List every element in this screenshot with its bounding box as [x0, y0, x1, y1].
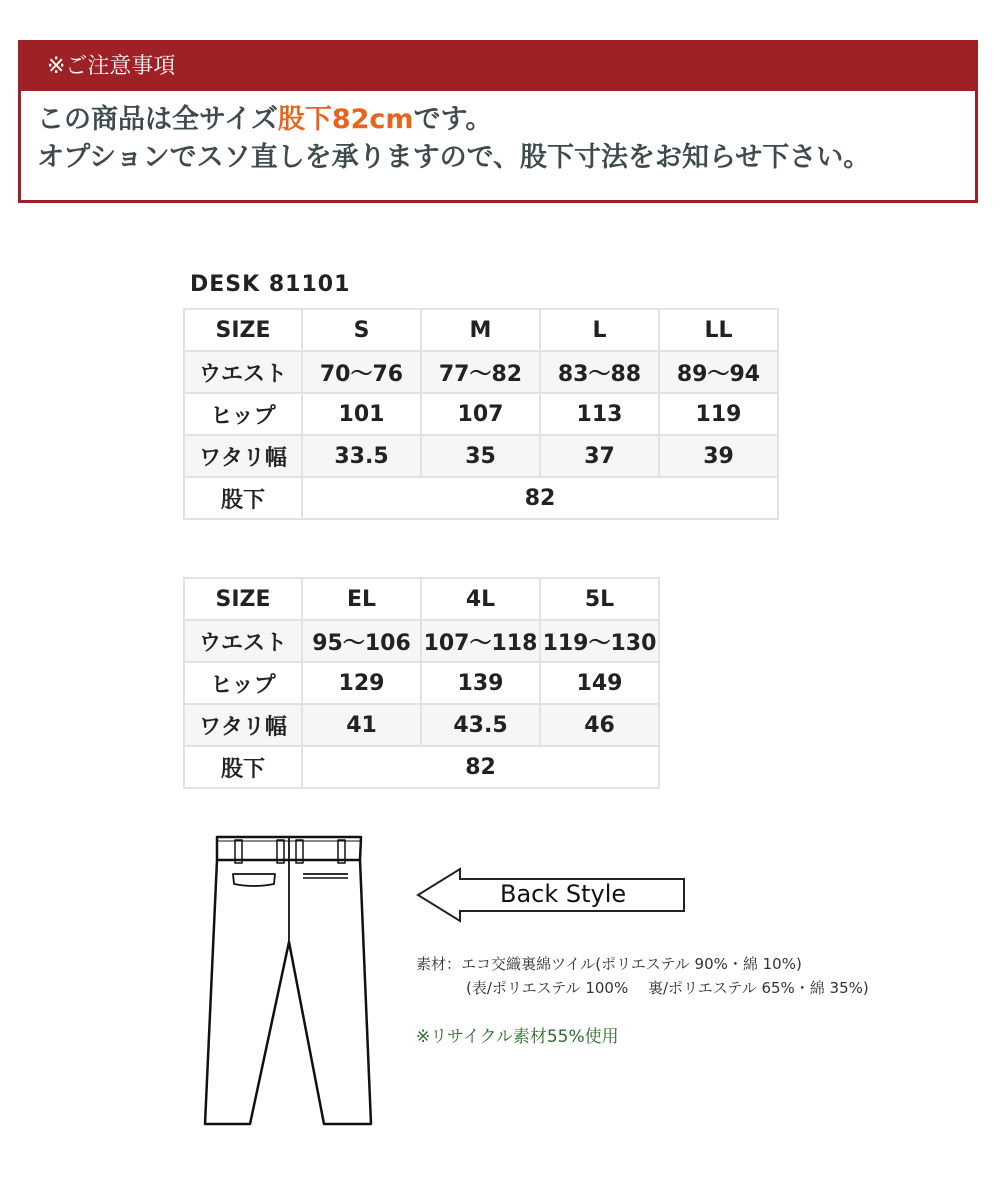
- row-label: ワタリ幅: [184, 435, 302, 477]
- notice-body: [21, 91, 975, 177]
- table-cell: 113: [540, 393, 659, 435]
- inseam-cell: 82: [302, 746, 659, 788]
- table-cell: 39: [659, 435, 778, 477]
- table-cell: 119: [659, 393, 778, 435]
- table-cell: 139: [421, 662, 540, 704]
- header-cell: SIZE: [184, 309, 302, 351]
- notice-line-1-text: この商品は全サイズ: [37, 104, 278, 135]
- row-label: ワタリ幅: [184, 704, 302, 746]
- row-label: ヒップ: [184, 662, 302, 704]
- back-style-label: Back Style: [500, 880, 627, 908]
- notice-line-1-end: です。: [413, 104, 493, 135]
- table-cell: 33.5: [302, 435, 421, 477]
- header-cell: L: [540, 309, 659, 351]
- material-line-1: 素材：エコ交織裏綿ツイル(ポリエステル 90%・綿 10%): [416, 955, 802, 973]
- table-cell: 37: [540, 435, 659, 477]
- header-cell: LL: [659, 309, 778, 351]
- header-cell: 4L: [421, 578, 540, 620]
- row-label: ウエスト: [184, 620, 302, 662]
- table-cell: 119～130: [540, 620, 659, 662]
- table-row: [184, 620, 659, 662]
- recycle-note: ※リサイクル素材55%使用: [416, 1027, 619, 1047]
- row-label: 股下: [184, 477, 302, 519]
- table-cell: 89～94: [659, 351, 778, 393]
- notice-line-1: [37, 101, 975, 139]
- table-cell: 83～88: [540, 351, 659, 393]
- table-cell: 129: [302, 662, 421, 704]
- inseam-cell: 82: [302, 477, 778, 519]
- notice-line-2: オプションでスソ直しを承りますので、股下寸法をお知らせ下さい。: [37, 142, 871, 173]
- row-label: ヒップ: [184, 393, 302, 435]
- table-header-row: [184, 309, 778, 351]
- header-cell: M: [421, 309, 540, 351]
- material-line-2: (表/ポリエステル 100% 裏/ポリエステル 65%・綿 35%): [466, 979, 869, 997]
- table-cell: 107: [421, 393, 540, 435]
- header-cell: EL: [302, 578, 421, 620]
- table-row: [184, 435, 778, 477]
- table-row: [184, 662, 659, 704]
- table-row: [184, 704, 659, 746]
- table-header-row: [184, 578, 659, 620]
- table-row: [184, 351, 778, 393]
- table-cell: 70～76: [302, 351, 421, 393]
- table-row: [184, 477, 778, 519]
- table-row: [184, 393, 778, 435]
- size-table-2: [183, 577, 660, 789]
- table-cell: 95～106: [302, 620, 421, 662]
- material-description: [416, 952, 869, 1000]
- model-number: DESK 81101: [190, 272, 351, 297]
- table-cell: 35: [421, 435, 540, 477]
- table-cell: 77～82: [421, 351, 540, 393]
- pants-back-illustration: [200, 832, 380, 1132]
- row-label: 股下: [184, 746, 302, 788]
- table-cell: 46: [540, 704, 659, 746]
- table-row: [184, 746, 659, 788]
- header-cell: SIZE: [184, 578, 302, 620]
- notice-header: ※ご注意事項: [21, 43, 975, 91]
- table-cell: 107～118: [421, 620, 540, 662]
- notice-box: [18, 40, 978, 203]
- table-cell: 41: [302, 704, 421, 746]
- inseam-highlight: 股下82cm: [277, 104, 414, 135]
- size-table-1: [183, 308, 779, 520]
- header-cell: S: [302, 309, 421, 351]
- table-cell: 149: [540, 662, 659, 704]
- row-label: ウエスト: [184, 351, 302, 393]
- table-cell: 43.5: [421, 704, 540, 746]
- header-cell: 5L: [540, 578, 659, 620]
- table-cell: 101: [302, 393, 421, 435]
